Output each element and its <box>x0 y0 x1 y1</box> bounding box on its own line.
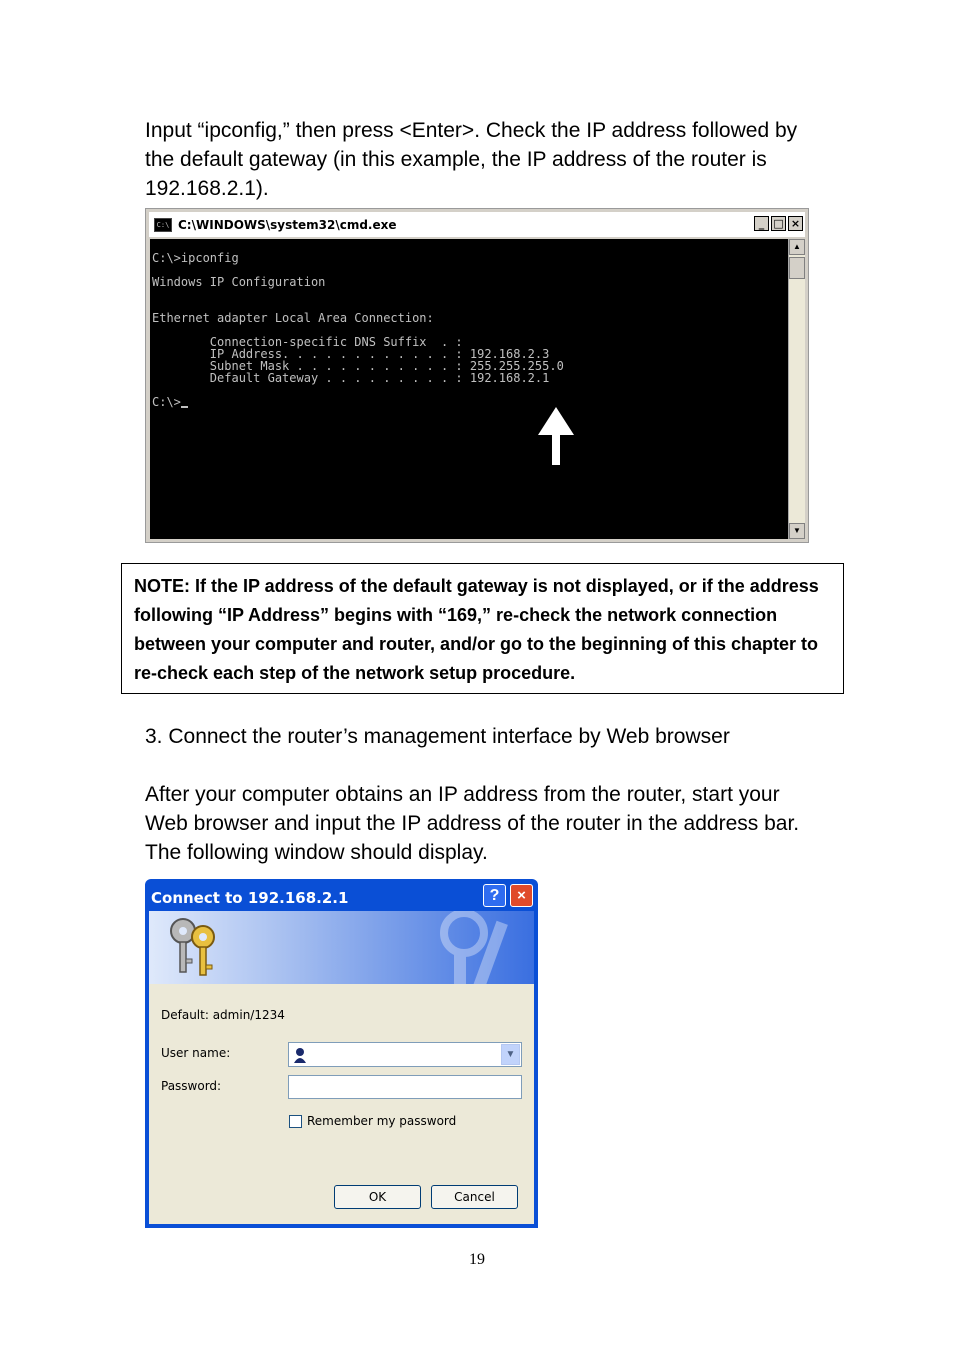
arrow-up-icon <box>538 407 574 467</box>
keys-watermark-icon <box>414 911 524 984</box>
prompt-text: C:\> <box>152 395 181 409</box>
default-credentials-text: Default: admin/1234 <box>161 1008 285 1022</box>
dialog-close-button[interactable]: × <box>510 884 533 907</box>
intro-paragraph: Input “ipconfig,” then press <Enter>. Check the IP address followed by the default gateway (in this example, the IP address of the router is 192.168.2.1). <box>145 119 798 200</box>
cursor <box>181 406 188 408</box>
maximize-button[interactable]: □ <box>771 216 786 231</box>
remember-checkbox[interactable] <box>289 1115 302 1128</box>
keys-icon <box>165 915 225 981</box>
console-line: Subnet Mask . . . . . . . . . . . : 255.255.255.0 <box>152 359 564 373</box>
scroll-thumb[interactable] <box>789 257 805 279</box>
cmd-window <box>145 208 809 543</box>
password-field[interactable] <box>288 1075 522 1099</box>
scroll-down-icon[interactable]: ▼ <box>789 523 805 539</box>
chevron-down-icon[interactable]: ▼ <box>501 1044 520 1065</box>
console-line: Default Gateway . . . . . . . . . : 192.168.2.1 <box>152 371 550 385</box>
cmd-console[interactable] <box>150 239 788 539</box>
cancel-button[interactable]: Cancel <box>431 1185 518 1209</box>
console-line: Ethernet adapter Local Area Connection: <box>152 311 434 325</box>
username-combobox[interactable] <box>288 1042 522 1067</box>
remember-label[interactable]: Remember my password <box>307 1114 457 1128</box>
close-button[interactable]: × <box>788 216 803 231</box>
minimize-button[interactable]: _ <box>754 216 769 231</box>
ok-button[interactable]: OK <box>334 1185 421 1209</box>
help-button[interactable]: ? <box>483 884 506 907</box>
dialog-title: Connect to 192.168.2.1 <box>151 889 349 907</box>
cmd-icon: C:\ <box>154 218 172 232</box>
page-number: 19 <box>469 1251 485 1268</box>
scrollbar[interactable] <box>788 239 805 539</box>
password-label: Password: <box>161 1079 222 1093</box>
console-line: Connection-specific DNS Suffix . : <box>152 335 463 349</box>
scroll-up-icon[interactable]: ▲ <box>789 239 805 255</box>
cmd-title: C:\WINDOWS\system32\cmd.exe <box>178 217 397 232</box>
cmd-titlebar <box>149 212 805 237</box>
dialog-banner <box>149 911 534 984</box>
console-line: IP Address. . . . . . . . . . . . : 192.168.2.3 <box>152 347 550 361</box>
console-line: Windows IP Configuration <box>152 275 326 289</box>
step3-paragraph: After your computer obtains an IP address from the router, start your Web browser and input the IP address of the router in the address bar. The following window should display. <box>145 783 800 864</box>
username-label: User name: <box>161 1046 231 1060</box>
user-icon <box>293 1047 307 1063</box>
console-line: C:\>ipconfig <box>152 251 239 265</box>
note-box: NOTE: If the IP address of the default gateway is not displayed, or if the address following “IP Address” begins with “169,” re-check the network connection between your computer and router, and/or go to the beginning of this chapter to re-check each step of the network setup procedure. <box>121 563 844 694</box>
step3-heading: 3. Connect the router’s management interface by Web browser <box>145 725 730 748</box>
dialog-body <box>149 984 534 1224</box>
console-prompt <box>152 396 188 408</box>
connect-dialog <box>145 879 538 1228</box>
